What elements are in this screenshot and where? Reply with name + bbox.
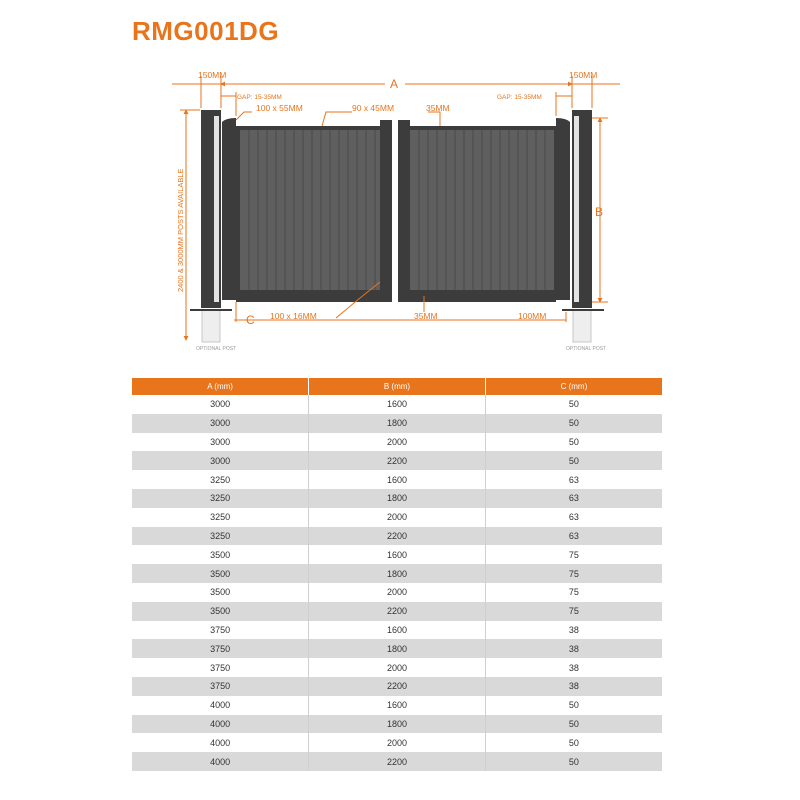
cell-c: 50 (485, 752, 662, 771)
post-width-right-label: 150MM (569, 70, 598, 80)
gate-drawing (0, 0, 800, 370)
cell-b: 1600 (309, 696, 486, 715)
left-post-footing (202, 310, 220, 342)
table-row (132, 564, 662, 583)
cell-b: 1800 (309, 715, 486, 734)
cell-a: 3000 (132, 414, 309, 433)
cell-b: 1800 (309, 564, 486, 583)
cell-c: 38 (485, 639, 662, 658)
cell-b: 2000 (309, 658, 486, 677)
cell-c: 50 (485, 414, 662, 433)
cell-a: 3250 (132, 470, 309, 489)
ground-clearance-label: 100MM (518, 311, 547, 321)
table-row (132, 752, 662, 771)
header-a: A (mm) (132, 378, 309, 395)
top-rail-label: 100 x 55MM (256, 103, 303, 113)
table-row (132, 583, 662, 602)
cell-a: 3000 (132, 395, 309, 414)
post-height-label: 2400 & 3000MM POSTS AVAILABLE (176, 168, 185, 292)
cell-c: 50 (485, 696, 662, 715)
cell-a: 3750 (132, 658, 309, 677)
table-row (132, 395, 662, 414)
cell-b: 1600 (309, 545, 486, 564)
table-row (132, 433, 662, 452)
cell-c: 38 (485, 677, 662, 696)
cell-c: 38 (485, 658, 662, 677)
cell-c: 50 (485, 451, 662, 470)
cell-a: 3750 (132, 677, 309, 696)
table-header-row (132, 378, 662, 395)
cell-c: 75 (485, 545, 662, 564)
table-body (132, 395, 662, 771)
table-row (132, 639, 662, 658)
optional-post-right-label: OPTIONAL POST (566, 346, 607, 352)
left-gate-leaf (222, 118, 392, 302)
cell-b: 1800 (309, 489, 486, 508)
cell-a: 4000 (132, 752, 309, 771)
frame-label: 90 x 45MM (352, 103, 395, 113)
cell-a: 3250 (132, 508, 309, 527)
cell-b: 2000 (309, 433, 486, 452)
cell-c: 75 (485, 564, 662, 583)
cell-a: 3000 (132, 433, 309, 452)
cell-c: 75 (485, 583, 662, 602)
bottom-gap-label: 35MM (414, 311, 438, 321)
header-c: C (mm) (485, 378, 662, 395)
header-b: B (mm) (309, 378, 486, 395)
cell-b: 1800 (309, 414, 486, 433)
table-row (132, 508, 662, 527)
right-post-footing (573, 310, 591, 342)
optional-post-left-label: OPTIONAL POST (196, 346, 237, 352)
cell-c: 63 (485, 527, 662, 546)
cell-a: 3500 (132, 602, 309, 621)
cell-c: 63 (485, 508, 662, 527)
cell-c: 50 (485, 715, 662, 734)
cell-a: 3750 (132, 639, 309, 658)
cell-a: 3500 (132, 564, 309, 583)
table-row (132, 527, 662, 546)
cell-b: 2200 (309, 451, 486, 470)
cell-a: 4000 (132, 715, 309, 734)
cell-b: 2000 (309, 733, 486, 752)
bottom-rail-label: 100 x 16MM (270, 311, 317, 321)
cell-b: 1600 (309, 470, 486, 489)
cell-b: 2200 (309, 527, 486, 546)
table-row (132, 733, 662, 752)
cell-a: 3250 (132, 489, 309, 508)
cell-b: 2200 (309, 752, 486, 771)
cell-b: 2000 (309, 508, 486, 527)
cell-a: 4000 (132, 733, 309, 752)
dimensions-table (132, 378, 662, 771)
cell-a: 3250 (132, 527, 309, 546)
table-row (132, 451, 662, 470)
cell-c: 50 (485, 733, 662, 752)
cell-b: 2000 (309, 583, 486, 602)
gap-left-label: GAP: 15-35MM (237, 94, 282, 101)
table-row (132, 545, 662, 564)
cell-a: 3750 (132, 621, 309, 640)
right-gate-leaf (398, 118, 570, 302)
cell-a: 4000 (132, 696, 309, 715)
cell-a: 3000 (132, 451, 309, 470)
cell-a: 3500 (132, 583, 309, 602)
cell-c: 63 (485, 470, 662, 489)
table-row (132, 621, 662, 640)
cell-c: 50 (485, 395, 662, 414)
table-row (132, 696, 662, 715)
cell-b: 1600 (309, 621, 486, 640)
dim-a-label: A (390, 77, 399, 91)
table-row (132, 414, 662, 433)
cell-b: 2200 (309, 602, 486, 621)
table-row (132, 489, 662, 508)
top-gap-label: 35MM (426, 103, 450, 113)
cell-c: 38 (485, 621, 662, 640)
dim-b-label: B (595, 205, 604, 219)
table-row (132, 658, 662, 677)
cell-c: 50 (485, 433, 662, 452)
cell-c: 75 (485, 602, 662, 621)
cell-b: 2200 (309, 677, 486, 696)
cell-b: 1800 (309, 639, 486, 658)
cell-a: 3500 (132, 545, 309, 564)
table-row (132, 602, 662, 621)
dimensions-table-wrapper (132, 378, 662, 771)
cell-b: 1600 (309, 395, 486, 414)
table-row (132, 470, 662, 489)
table-row (132, 677, 662, 696)
gap-right-label: GAP: 15-35MM (497, 94, 542, 101)
cell-c: 63 (485, 489, 662, 508)
product-title: RMG001DG (132, 16, 280, 46)
post-width-left-label: 150MM (198, 70, 227, 80)
dim-c-label: C (246, 313, 255, 327)
table-row (132, 715, 662, 734)
